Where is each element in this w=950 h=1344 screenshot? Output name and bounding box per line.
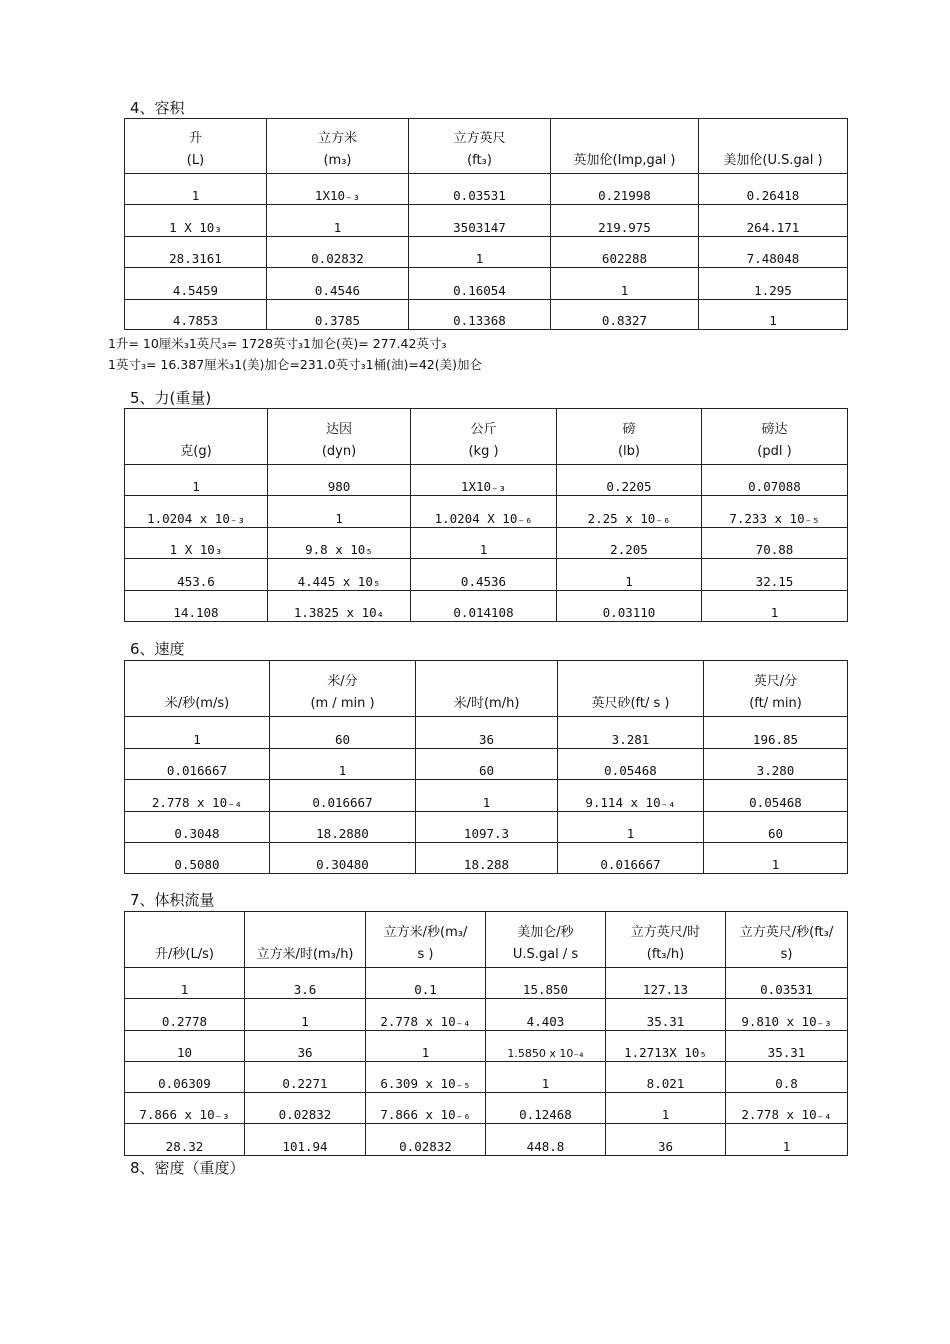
table-cell: 9.810 x 10₋₃ <box>726 999 848 1031</box>
table-cell: 0.3048 <box>125 812 270 843</box>
table-cell: 4.5459 <box>125 268 267 300</box>
table-cell: 4.403 <box>486 999 606 1031</box>
table-cell: 4.7853 <box>125 300 267 330</box>
header-cell: 升/秒(L/s) <box>125 912 245 968</box>
table-cell: 1 X 10₃ <box>125 205 267 237</box>
table-cell: 18.2880 <box>270 812 416 843</box>
table-cell: 1 <box>270 749 416 780</box>
table-cell: 35.31 <box>606 999 726 1031</box>
header-cell: 立方米/秒(m₃/ s ) <box>366 912 486 968</box>
header-cell: 英加伦(Imp,gal ) <box>551 119 699 174</box>
table-cell: 453.6 <box>125 559 268 591</box>
table-cell: 7.48048 <box>699 237 848 268</box>
table-cell: 1 <box>411 528 557 559</box>
table-cell: 0.2778 <box>125 999 245 1031</box>
table-cell: 36 <box>416 717 558 749</box>
header-cell: 立方米 (m₃) <box>267 119 409 174</box>
section-title-volume: 4、容积 <box>130 99 185 117</box>
table-cell: 1 <box>268 496 411 528</box>
table-cell: 60 <box>270 717 416 749</box>
table-cell: 1 X 10₃ <box>125 528 268 559</box>
table-cell: 0.016667 <box>558 843 704 874</box>
table-row <box>125 812 848 843</box>
table-cell: 60 <box>416 749 558 780</box>
table-row <box>125 528 848 559</box>
table-cell: 0.03110 <box>557 591 702 622</box>
table-row <box>125 780 848 812</box>
header-cell: 立方米/时(m₃/h) <box>245 912 366 968</box>
table-cell: 1.0204 x 10₋₃ <box>125 496 268 528</box>
table-cell: 1 <box>125 717 270 749</box>
header-cell: 立方英尺/秒(ft₃/ s) <box>726 912 848 968</box>
table-cell: 7.866 x 10₋₃ <box>125 1093 245 1124</box>
header-cell: 立方英尺/时 (ft₃/h) <box>606 912 726 968</box>
table-cell: 0.016667 <box>125 749 270 780</box>
table-row <box>125 1062 848 1093</box>
table-row <box>125 1031 848 1062</box>
table-cell: 1 <box>125 174 267 205</box>
section-title-density: 8、密度（重度） <box>130 1159 245 1177</box>
volume-table <box>124 118 848 330</box>
table-cell: 0.2205 <box>557 465 702 496</box>
table-cell: 219.975 <box>551 205 699 237</box>
table-cell: 0.12468 <box>486 1093 606 1124</box>
table-cell: 60 <box>704 812 848 843</box>
table-cell: 0.21998 <box>551 174 699 205</box>
table-cell: 1 <box>366 1031 486 1062</box>
table-cell: 0.26418 <box>699 174 848 205</box>
table-cell: 980 <box>268 465 411 496</box>
table-cell: 4.445 x 10₅ <box>268 559 411 591</box>
table-row <box>125 559 848 591</box>
table-cell: 1 <box>557 559 702 591</box>
table-cell: 0.02832 <box>267 237 409 268</box>
force-table <box>124 408 848 622</box>
table-cell: 0.16054 <box>409 268 551 300</box>
table-cell: 0.05468 <box>558 749 704 780</box>
volume-note-1: 1升= 10厘米₃1英尺₃= 1728英寸₃1加仑(英)= 277.42英寸₃ <box>108 336 447 351</box>
section-title-force: 5、力(重量) <box>130 389 212 407</box>
header-cell: 磅 (lb) <box>557 409 702 465</box>
table-cell: 9.8 x 10₅ <box>268 528 411 559</box>
table-cell: 14.108 <box>125 591 268 622</box>
table-cell: 3.280 <box>704 749 848 780</box>
table-header-row <box>125 912 848 968</box>
header-cell: 升 (L) <box>125 119 267 174</box>
table-cell: 35.31 <box>726 1031 848 1062</box>
table-cell: 1 <box>125 968 245 999</box>
table-cell: 15.850 <box>486 968 606 999</box>
header-cell: 达因 (dyn) <box>268 409 411 465</box>
table-cell: 0.02832 <box>245 1093 366 1124</box>
table-cell: 1 <box>702 591 848 622</box>
table-cell: 1 <box>551 268 699 300</box>
table-cell: 196.85 <box>704 717 848 749</box>
header-cell: 美加仑/秒 U.S.gal / s <box>486 912 606 968</box>
table-header-row <box>125 661 848 717</box>
table-cell: 2.25 x 10₋₆ <box>557 496 702 528</box>
header-cell: 美加伦(U.S.gal ) <box>699 119 848 174</box>
table-cell: 28.3161 <box>125 237 267 268</box>
table-cell: 0.06309 <box>125 1062 245 1093</box>
table-cell: 1 <box>558 812 704 843</box>
table-cell: 1.0204 X 10₋₆ <box>411 496 557 528</box>
table-cell: 0.016667 <box>270 780 416 812</box>
header-cell: 米/时(m/h) <box>416 661 558 717</box>
table-cell: 1.5850 x 10₋₄ <box>486 1031 606 1062</box>
table-cell: 3.6 <box>245 968 366 999</box>
header-cell: 英尺砂(ft/ s ) <box>558 661 704 717</box>
table-cell: 602288 <box>551 237 699 268</box>
header-cell: 克(g) <box>125 409 268 465</box>
table-cell: 0.2271 <box>245 1062 366 1093</box>
table-cell: 1097.3 <box>416 812 558 843</box>
table-row <box>125 237 848 268</box>
header-cell: 米/分 (m / min ) <box>270 661 416 717</box>
table-row <box>125 591 848 622</box>
table-cell: 70.88 <box>702 528 848 559</box>
table-cell: 1 <box>606 1093 726 1124</box>
table-cell: 0.3785 <box>267 300 409 330</box>
header-cell: 英尺/分 (ft/ min) <box>704 661 848 717</box>
table-cell: 6.309 x 10₋₅ <box>366 1062 486 1093</box>
speed-table <box>124 660 848 874</box>
table-cell: 28.32 <box>125 1124 245 1156</box>
table-cell: 1.3825 x 10₄ <box>268 591 411 622</box>
header-cell: 磅达 (pdl ) <box>702 409 848 465</box>
table-cell: 1 <box>704 843 848 874</box>
table-cell: 0.8327 <box>551 300 699 330</box>
header-cell: 公斤 (kg ) <box>411 409 557 465</box>
table-cell: 32.15 <box>702 559 848 591</box>
table-row <box>125 496 848 528</box>
table-cell: 18.288 <box>416 843 558 874</box>
table-cell: 0.03531 <box>409 174 551 205</box>
table-cell: 0.4546 <box>267 268 409 300</box>
table-row <box>125 1124 848 1156</box>
table-cell: 3503147 <box>409 205 551 237</box>
table-row <box>125 968 848 999</box>
table-cell: 0.07088 <box>702 465 848 496</box>
section-title-speed: 6、速度 <box>130 640 185 658</box>
table-row <box>125 205 848 237</box>
table-cell: 448.8 <box>486 1124 606 1156</box>
table-cell: 0.5080 <box>125 843 270 874</box>
table-row <box>125 843 848 874</box>
table-cell: 0.02832 <box>366 1124 486 1156</box>
table-cell: 3.281 <box>558 717 704 749</box>
table-cell: 7.233 x 10₋₅ <box>702 496 848 528</box>
table-cell: 0.014108 <box>411 591 557 622</box>
table-cell: 1X10₋₃ <box>267 174 409 205</box>
table-cell: 36 <box>606 1124 726 1156</box>
table-cell: 1 <box>267 205 409 237</box>
table-row <box>125 268 848 300</box>
table-row <box>125 465 848 496</box>
table-cell: 10 <box>125 1031 245 1062</box>
table-cell: 1.295 <box>699 268 848 300</box>
header-cell: 立方英尺 (ft₃) <box>409 119 551 174</box>
section-title-volume-flow: 7、体积流量 <box>130 891 215 909</box>
table-cell: 127.13 <box>606 968 726 999</box>
table-cell: 0.4536 <box>411 559 557 591</box>
table-cell: 2.778 x 10₋₄ <box>366 999 486 1031</box>
table-cell: 0.8 <box>726 1062 848 1093</box>
table-cell: 0.13368 <box>409 300 551 330</box>
table-cell: 9.114 x 10₋₄ <box>558 780 704 812</box>
table-cell: 1.2713X 10₅ <box>606 1031 726 1062</box>
table-cell: 8.021 <box>606 1062 726 1093</box>
table-cell: 0.1 <box>366 968 486 999</box>
table-cell: 1 <box>416 780 558 812</box>
table-cell: 264.171 <box>699 205 848 237</box>
table-cell: 1 <box>409 237 551 268</box>
table-header-row <box>125 119 848 174</box>
volume-note-2: 1英寸₃= 16.387厘米₃1(美)加仑=231.0英寸₃1桶(油)=42(美)加仑 <box>108 357 482 372</box>
table-row <box>125 999 848 1031</box>
table-cell: 1 <box>125 465 268 496</box>
table-header-row <box>125 409 848 465</box>
table-row <box>125 174 848 205</box>
table-cell: 0.30480 <box>270 843 416 874</box>
header-cell: 米/秒(m/s) <box>125 661 270 717</box>
table-cell: 1 <box>486 1062 606 1093</box>
table-cell: 2.778 x 10₋₄ <box>726 1093 848 1124</box>
table-cell: 0.03531 <box>726 968 848 999</box>
table-cell: 1 <box>699 300 848 330</box>
table-cell: 101.94 <box>245 1124 366 1156</box>
table-cell: 1 <box>726 1124 848 1156</box>
table-row <box>125 300 848 330</box>
table-cell: 2.205 <box>557 528 702 559</box>
table-cell: 1X10₋₃ <box>411 465 557 496</box>
table-row <box>125 717 848 749</box>
volume-flow-table <box>124 911 848 1156</box>
table-cell: 36 <box>245 1031 366 1062</box>
table-row <box>125 749 848 780</box>
table-cell: 1 <box>245 999 366 1031</box>
table-cell: 2.778 x 10₋₄ <box>125 780 270 812</box>
table-row <box>125 1093 848 1124</box>
table-cell: 7.866 x 10₋₆ <box>366 1093 486 1124</box>
table-cell: 0.05468 <box>704 780 848 812</box>
